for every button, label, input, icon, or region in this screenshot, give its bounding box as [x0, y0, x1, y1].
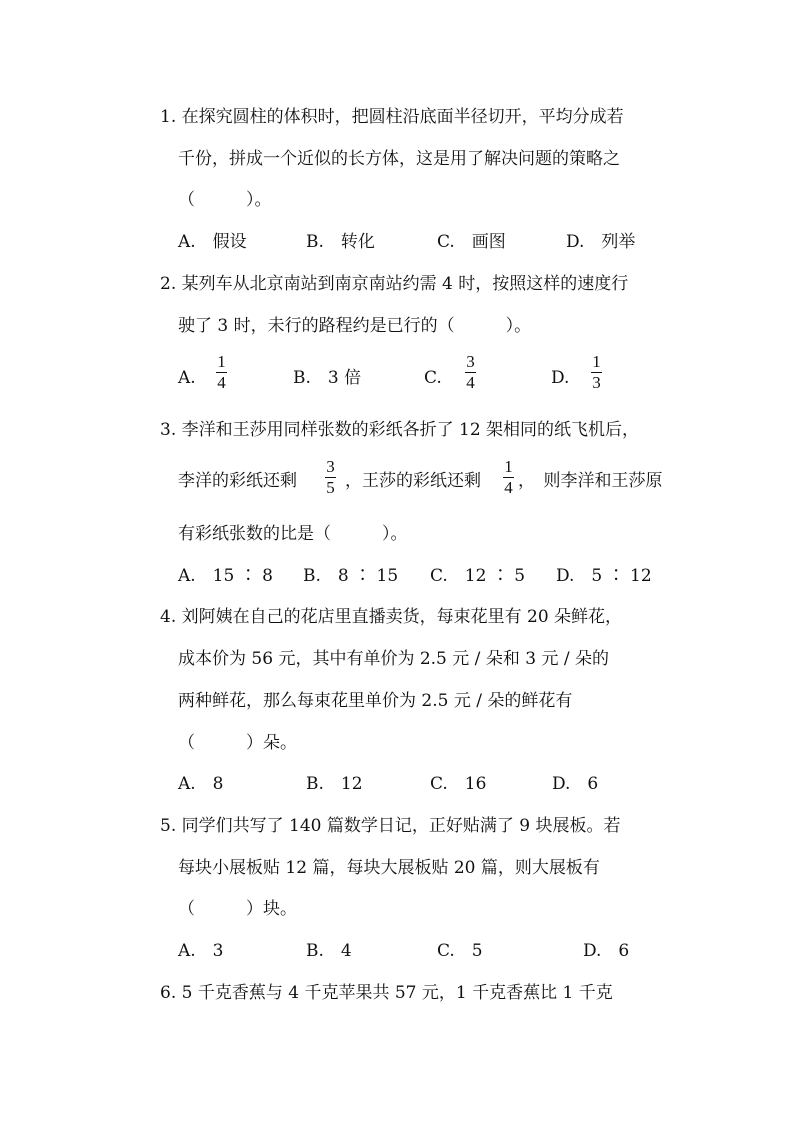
question-4-line-1: 4. 刘阿姨在自己的花店里直播卖货，每束花里有 20 朵鲜花，	[160, 607, 623, 627]
question-3-option-d[interactable]: D. 5 ∶ 12	[556, 566, 652, 586]
question-3-fraction-1	[325, 458, 336, 497]
question-5-line-3: （ ）块。	[178, 899, 297, 919]
question-2-option-b[interactable]: B. 3 倍	[293, 368, 362, 388]
question-5-line-2: 每块小展板贴 12 篇，每块大展板贴 20 篇，则大展板有	[178, 858, 600, 878]
question-2-option-c[interactable]: C.	[424, 368, 442, 388]
question-1-line-1: 1. 在探究圆柱的体积时，把圆柱沿底面半径切开，平均分成若	[160, 107, 624, 127]
question-2-option-a-fraction	[216, 353, 227, 392]
question-3-line-2a: 李洋的彩纸还剩	[178, 471, 297, 491]
question-3-option-c[interactable]: C. 12 ∶ 5	[430, 566, 526, 586]
question-2-line-1: 2. 某列车从北京南站到南京南站约需 4 时，按照这样的速度行	[160, 274, 629, 294]
question-1-option-d[interactable]: D. 列举	[566, 232, 636, 252]
fraction-denominator: 5	[326, 478, 335, 497]
question-3-option-b[interactable]: B. 8 ∶ 15	[303, 566, 399, 586]
question-5-option-d[interactable]: D. 6	[583, 941, 630, 961]
question-5-option-b[interactable]: B. 4	[306, 941, 352, 961]
question-5-option-a[interactable]: A. 3	[178, 941, 224, 961]
question-4-option-b[interactable]: B. 12	[306, 774, 363, 794]
fraction-numerator: 3	[326, 457, 335, 476]
question-2-option-a[interactable]: A.	[178, 368, 196, 388]
question-1-option-b[interactable]: B. 转化	[306, 232, 375, 252]
question-3-option-a[interactable]: A. 15 ∶ 8	[178, 566, 273, 586]
question-4-option-d[interactable]: D. 6	[552, 774, 599, 794]
fraction-denominator: 4	[217, 373, 226, 392]
question-2-line-2: 驶了 3 时，未行的路程约是已行的（ ）。	[178, 316, 532, 336]
fraction-denominator: 4	[504, 478, 513, 497]
question-2-option-d-fraction	[591, 353, 602, 392]
question-4-line-2: 成本价为 56 元，其中有单价为 2.5 元 / 朵和 3 元 / 朵的	[178, 649, 609, 669]
question-4-line-3: 两种鲜花，那么每束花里单价为 2.5 元 / 朵的鲜花有	[178, 691, 573, 711]
fraction-numerator: 1	[592, 352, 601, 371]
question-3-line-2c: ， 则李洋和王莎原	[518, 471, 663, 491]
question-4-option-a[interactable]: A. 8	[178, 774, 224, 794]
question-3-fraction-2	[503, 458, 514, 497]
question-4-line-4: （ ）朵。	[178, 733, 297, 753]
question-3-line-1: 3. 李洋和王莎用同样张数的彩纸各折了 12 架相同的纸飞机后，	[160, 420, 640, 440]
fraction-numerator: 1	[504, 457, 513, 476]
question-1-line-3: （ ）。	[178, 190, 272, 210]
question-1-line-2: 千份，拼成一个近似的长方体，这是用了解决问题的策略之	[178, 149, 620, 169]
question-1-option-a[interactable]: A. 假设	[178, 232, 247, 252]
fraction-numerator: 1	[217, 352, 226, 371]
question-3-line-2b: ，王莎的彩纸还剩	[345, 471, 481, 491]
question-5-option-c[interactable]: C. 5	[437, 941, 483, 961]
question-3-line-3: 有彩纸张数的比是（ ）。	[178, 524, 408, 544]
question-5-line-1: 5. 同学们共写了 140 篇数学日记，正好贴满了 9 块展板。若	[160, 816, 621, 836]
question-2-option-d[interactable]: D.	[551, 368, 570, 388]
fraction-denominator: 3	[592, 373, 601, 392]
fraction-denominator: 4	[466, 373, 475, 392]
question-1-option-c[interactable]: C. 画图	[437, 232, 506, 252]
question-6-line-1: 6. 5 千克香蕉与 4 千克苹果共 57 元，1 千克香蕉比 1 千克	[160, 983, 613, 1003]
fraction-numerator: 3	[466, 352, 475, 371]
question-4-option-c[interactable]: C. 16	[430, 774, 487, 794]
question-2-option-c-fraction	[465, 353, 476, 392]
